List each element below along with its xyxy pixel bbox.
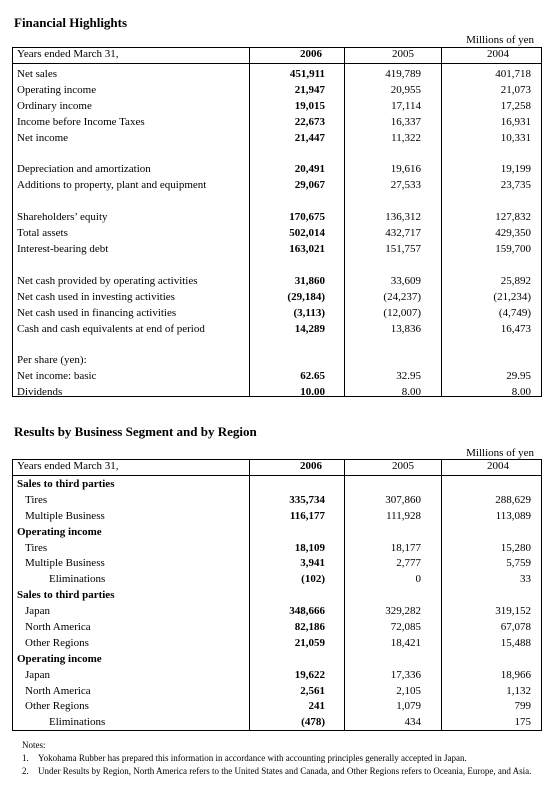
table-row xyxy=(13,525,541,541)
table-row xyxy=(13,604,541,620)
row-label: Other Regions xyxy=(25,700,89,713)
value-2005: 72,085 xyxy=(390,621,421,634)
financial-highlights-title: Financial Highlights xyxy=(14,15,128,30)
header-2005: 2005 xyxy=(392,460,414,472)
value-2004: 799 xyxy=(514,700,531,713)
row-label: Net cash used in investing activities xyxy=(17,290,175,303)
row-label: Additions to property, plant and equipment xyxy=(17,179,207,192)
table-row xyxy=(13,210,541,226)
value-2004: 113,089 xyxy=(495,509,531,522)
value-2005: 19,616 xyxy=(390,163,421,176)
segment-region-title: Results by Business Segment and by Region xyxy=(14,424,257,439)
value-2004: 29.95 xyxy=(506,370,531,383)
row-label: Net income: basic xyxy=(17,370,97,383)
value-2004: 15,488 xyxy=(500,636,531,649)
table-row xyxy=(13,322,541,338)
table-row xyxy=(13,588,541,604)
table-row xyxy=(13,652,541,668)
row-label: Dividends xyxy=(17,386,63,399)
value-2006: 241 xyxy=(308,700,325,713)
value-2006: 21,059 xyxy=(294,636,325,649)
value-2006: 3,941 xyxy=(300,557,325,570)
table-row xyxy=(13,162,541,178)
value-2004: 23,735 xyxy=(500,179,531,192)
table-row xyxy=(13,385,541,401)
value-2005: 13,836 xyxy=(390,322,421,335)
note-text: Under Results by Region, North America refers to the United States and Canada, and Other Regions refers to Oceania, Europe, and Asia. xyxy=(38,766,532,776)
value-2005: 17,114 xyxy=(391,99,421,112)
row-label: Net cash used in financing activities xyxy=(17,306,177,319)
value-2005: (24,237) xyxy=(383,290,421,303)
value-2006: 22,673 xyxy=(294,115,325,128)
value-2006: 14,289 xyxy=(294,322,325,335)
value-2004: 319,152 xyxy=(495,605,531,618)
value-2006: 163,021 xyxy=(289,243,325,256)
table-row xyxy=(13,369,541,385)
value-2005: 32.95 xyxy=(396,370,421,383)
table-header xyxy=(13,48,541,63)
value-2004: 1,132 xyxy=(506,684,531,697)
header-2005: 2005 xyxy=(392,48,414,60)
table-row xyxy=(13,131,541,147)
value-2005: 111,928 xyxy=(386,509,421,522)
value-2004: 401,718 xyxy=(495,68,531,80)
table-row xyxy=(13,290,541,306)
value-2005: 151,757 xyxy=(385,243,421,256)
row-label: North America xyxy=(25,684,91,697)
table-body xyxy=(13,63,541,401)
value-2005: 11,322 xyxy=(391,131,421,144)
value-2004: 25,892 xyxy=(500,274,531,287)
note-item xyxy=(22,765,537,778)
segment-region-table xyxy=(12,459,542,731)
row-label: Operating income xyxy=(17,525,102,538)
row-label: North America xyxy=(25,621,91,634)
value-2006: 21,947 xyxy=(294,83,325,96)
value-2006: 10.00 xyxy=(300,386,325,399)
table-row xyxy=(13,83,541,99)
table-row xyxy=(13,353,541,369)
table-row xyxy=(13,509,541,525)
value-2005: 329,282 xyxy=(385,605,421,618)
value-2006: 31,860 xyxy=(294,274,325,287)
row-label: Japan xyxy=(25,605,51,618)
header-2004: 2004 xyxy=(487,48,509,60)
value-2004: 8.00 xyxy=(511,386,531,399)
table-row xyxy=(13,715,541,731)
value-2006: 335,734 xyxy=(289,493,325,506)
value-2005: 33,609 xyxy=(390,274,421,287)
row-label: Other Regions xyxy=(25,636,89,649)
value-2004: 127,832 xyxy=(495,211,531,224)
value-2006: 29,067 xyxy=(294,179,325,192)
table-row xyxy=(13,541,541,557)
value-2005: 434 xyxy=(404,716,421,729)
value-2005: 18,421 xyxy=(390,636,421,649)
header-label: Years ended March 31, xyxy=(17,48,119,60)
table-row xyxy=(13,226,541,242)
value-2004: 67,078 xyxy=(500,621,531,634)
row-label: Eliminations xyxy=(49,573,106,586)
notes-list xyxy=(22,752,537,778)
note-text: Yokohama Rubber has prepared this information in accordance with accounting principles generally accepted in Japan. xyxy=(38,753,467,763)
value-2006: 502,014 xyxy=(289,227,325,240)
table-row xyxy=(13,115,541,131)
row-label: Per share (yen): xyxy=(17,354,87,367)
value-2006: 18,109 xyxy=(294,541,325,554)
row-label: Sales to third parties xyxy=(17,478,115,490)
group-spacer xyxy=(13,337,541,353)
table-body xyxy=(13,475,541,731)
value-2004: (21,234) xyxy=(493,290,531,303)
header-label: Years ended March 31, xyxy=(17,460,119,472)
value-2004: 159,700 xyxy=(495,243,531,256)
value-2004: 15,280 xyxy=(500,541,531,554)
notes-title: Notes: xyxy=(22,740,46,750)
group-spacer xyxy=(13,258,541,274)
value-2006: (3,113) xyxy=(293,306,325,319)
value-2005: 2,777 xyxy=(396,557,421,570)
value-2006: 82,186 xyxy=(294,621,325,634)
table-row xyxy=(13,306,541,322)
header-2006: 2006 xyxy=(300,48,322,60)
row-label: Operating income xyxy=(17,652,102,665)
group-spacer xyxy=(13,194,541,210)
value-2005: (12,007) xyxy=(383,306,421,319)
value-2006: 2,561 xyxy=(300,684,325,697)
value-2006: 19,622 xyxy=(294,668,325,681)
value-2006: (102) xyxy=(301,573,325,586)
value-2004: 429,350 xyxy=(495,227,531,240)
value-2005: 0 xyxy=(415,573,421,586)
row-label: Cash and cash equivalents at end of period xyxy=(17,322,205,335)
value-2005: 2,105 xyxy=(396,684,421,697)
row-label: Net sales xyxy=(17,68,58,80)
row-label: Operating income xyxy=(17,83,97,96)
value-2005: 27,533 xyxy=(390,179,421,192)
row-label: Shareholders’ equity xyxy=(17,211,108,224)
note-item xyxy=(22,752,537,765)
value-2006: 20,491 xyxy=(294,163,325,176)
value-2004: 18,966 xyxy=(500,668,531,681)
value-2004: 16,473 xyxy=(500,322,531,335)
value-2006: 116,177 xyxy=(289,509,325,522)
table-row xyxy=(13,493,541,509)
value-2004: 21,073 xyxy=(500,83,531,96)
row-label: Tires xyxy=(25,493,48,506)
value-2004: 10,331 xyxy=(500,131,531,144)
value-2004: 19,199 xyxy=(500,163,531,176)
note-number: 2. xyxy=(22,766,29,776)
value-2006: (29,184) xyxy=(287,290,325,303)
table-row xyxy=(13,556,541,572)
value-2004: 288,629 xyxy=(495,493,531,506)
row-label: Ordinary income xyxy=(17,99,92,112)
table-row xyxy=(13,684,541,700)
value-2006: (478) xyxy=(301,716,325,729)
value-2004: 33 xyxy=(520,573,531,586)
table-row xyxy=(13,67,541,83)
value-2004: 16,931 xyxy=(500,115,531,128)
table-row xyxy=(13,178,541,194)
row-label: Income before Income Taxes xyxy=(17,115,145,128)
value-2004: 17,258 xyxy=(500,99,531,112)
row-label: Interest-bearing debt xyxy=(17,243,109,256)
table-row xyxy=(13,274,541,290)
unit-label-1: Millions of yen xyxy=(466,34,534,46)
value-2004: 5,759 xyxy=(506,557,531,570)
value-2005: 419,789 xyxy=(385,68,421,80)
table-row xyxy=(13,636,541,652)
table-row xyxy=(13,699,541,715)
value-2006: 451,911 xyxy=(289,68,325,80)
row-label: Sales to third parties xyxy=(17,589,115,602)
value-2005: 17,336 xyxy=(390,668,421,681)
value-2005: 8.00 xyxy=(401,386,421,399)
value-2005: 136,312 xyxy=(385,211,421,224)
unit-label-2: Millions of yen xyxy=(466,447,534,459)
row-label: Japan xyxy=(25,668,51,681)
value-2005: 1,079 xyxy=(396,700,421,713)
value-2005: 20,955 xyxy=(390,83,421,96)
row-label: Eliminations xyxy=(49,716,106,729)
row-label: Multiple Business xyxy=(25,557,105,570)
row-label: Multiple Business xyxy=(25,509,105,522)
financial-highlights-table xyxy=(12,47,542,397)
table-row xyxy=(13,572,541,588)
table-row xyxy=(13,668,541,684)
value-2005: 432,717 xyxy=(385,227,421,240)
row-label: Depreciation and amortization xyxy=(17,163,151,176)
notes xyxy=(22,739,537,778)
value-2004: (4,749) xyxy=(498,306,531,319)
value-2005: 18,177 xyxy=(390,541,421,554)
value-2005: 16,337 xyxy=(390,115,421,128)
value-2006: 62.65 xyxy=(300,370,325,383)
group-spacer xyxy=(13,146,541,162)
value-2006: 170,675 xyxy=(289,211,325,224)
table-row xyxy=(13,242,541,258)
value-2006: 19,015 xyxy=(294,99,325,112)
header-2004: 2004 xyxy=(487,460,509,472)
table-row xyxy=(13,477,541,493)
row-label: Total assets xyxy=(17,227,68,240)
table-row xyxy=(13,620,541,636)
value-2006: 348,666 xyxy=(289,605,325,618)
row-label: Net cash provided by operating activities xyxy=(17,274,198,287)
header-2006: 2006 xyxy=(300,460,322,472)
value-2004: 175 xyxy=(514,716,531,729)
value-2006: 21,447 xyxy=(294,131,325,144)
table-header xyxy=(13,460,541,475)
value-2005: 307,860 xyxy=(385,493,421,506)
row-label: Net income xyxy=(17,131,69,144)
note-number: 1. xyxy=(22,753,29,763)
row-label: Tires xyxy=(25,541,48,554)
table-row xyxy=(13,99,541,115)
